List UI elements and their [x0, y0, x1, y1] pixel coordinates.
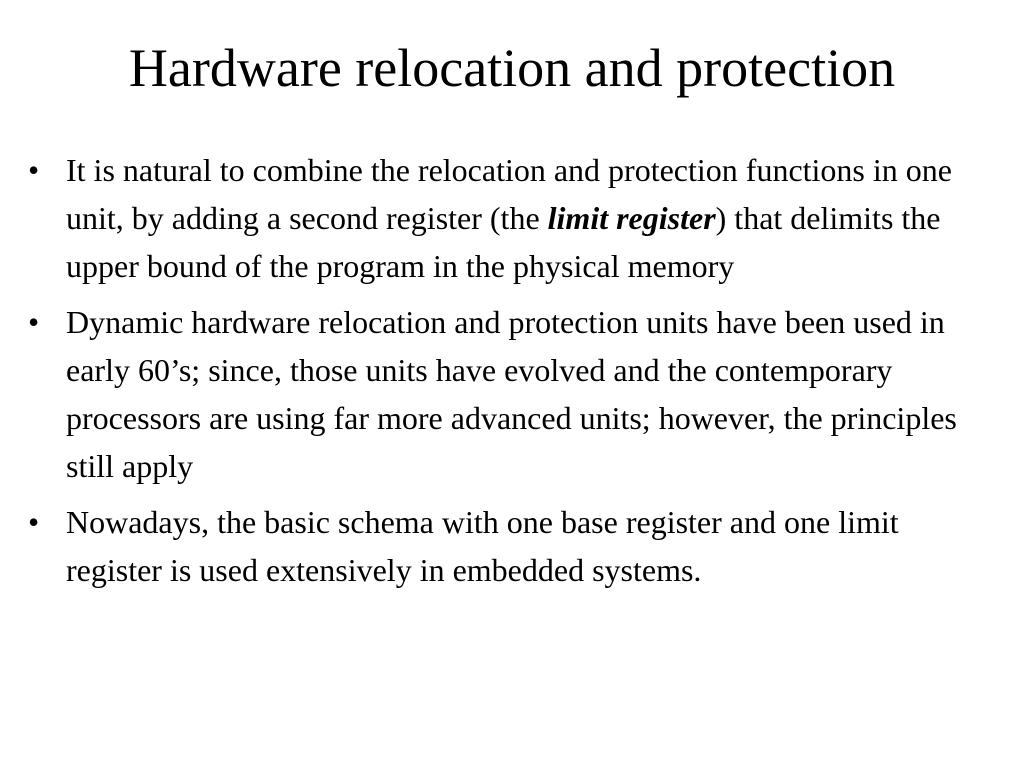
bullet-item — [28, 146, 978, 290]
bullet-text: Nowadays, the basic schema with one base register and one limit register is used extensively in embedded systems. — [66, 504, 899, 588]
bullet-item — [28, 298, 978, 490]
bullet-text-part: It is natural to combine the relocation and protection functions in one unit, by adding a second register (the — [66, 152, 952, 236]
bullet-mark: • — [28, 304, 40, 340]
bullet-text: Dynamic hardware relocation and protection units have been used in early 60’s; since, those units have evolved and the contemporary processors are using far more advanced units; however, the principles still apply — [66, 304, 957, 484]
bullet-text-part: ) that delimits the upper bound of the program in the physical memory — [66, 200, 941, 284]
bullet-item — [28, 498, 978, 594]
bullet-mark: • — [28, 504, 40, 540]
bullet-list — [28, 146, 978, 602]
slide-title: Hardware relocation and protection — [128, 38, 896, 98]
bullet-emphasis: limit register — [547, 200, 716, 236]
bullet-mark: • — [28, 152, 40, 188]
